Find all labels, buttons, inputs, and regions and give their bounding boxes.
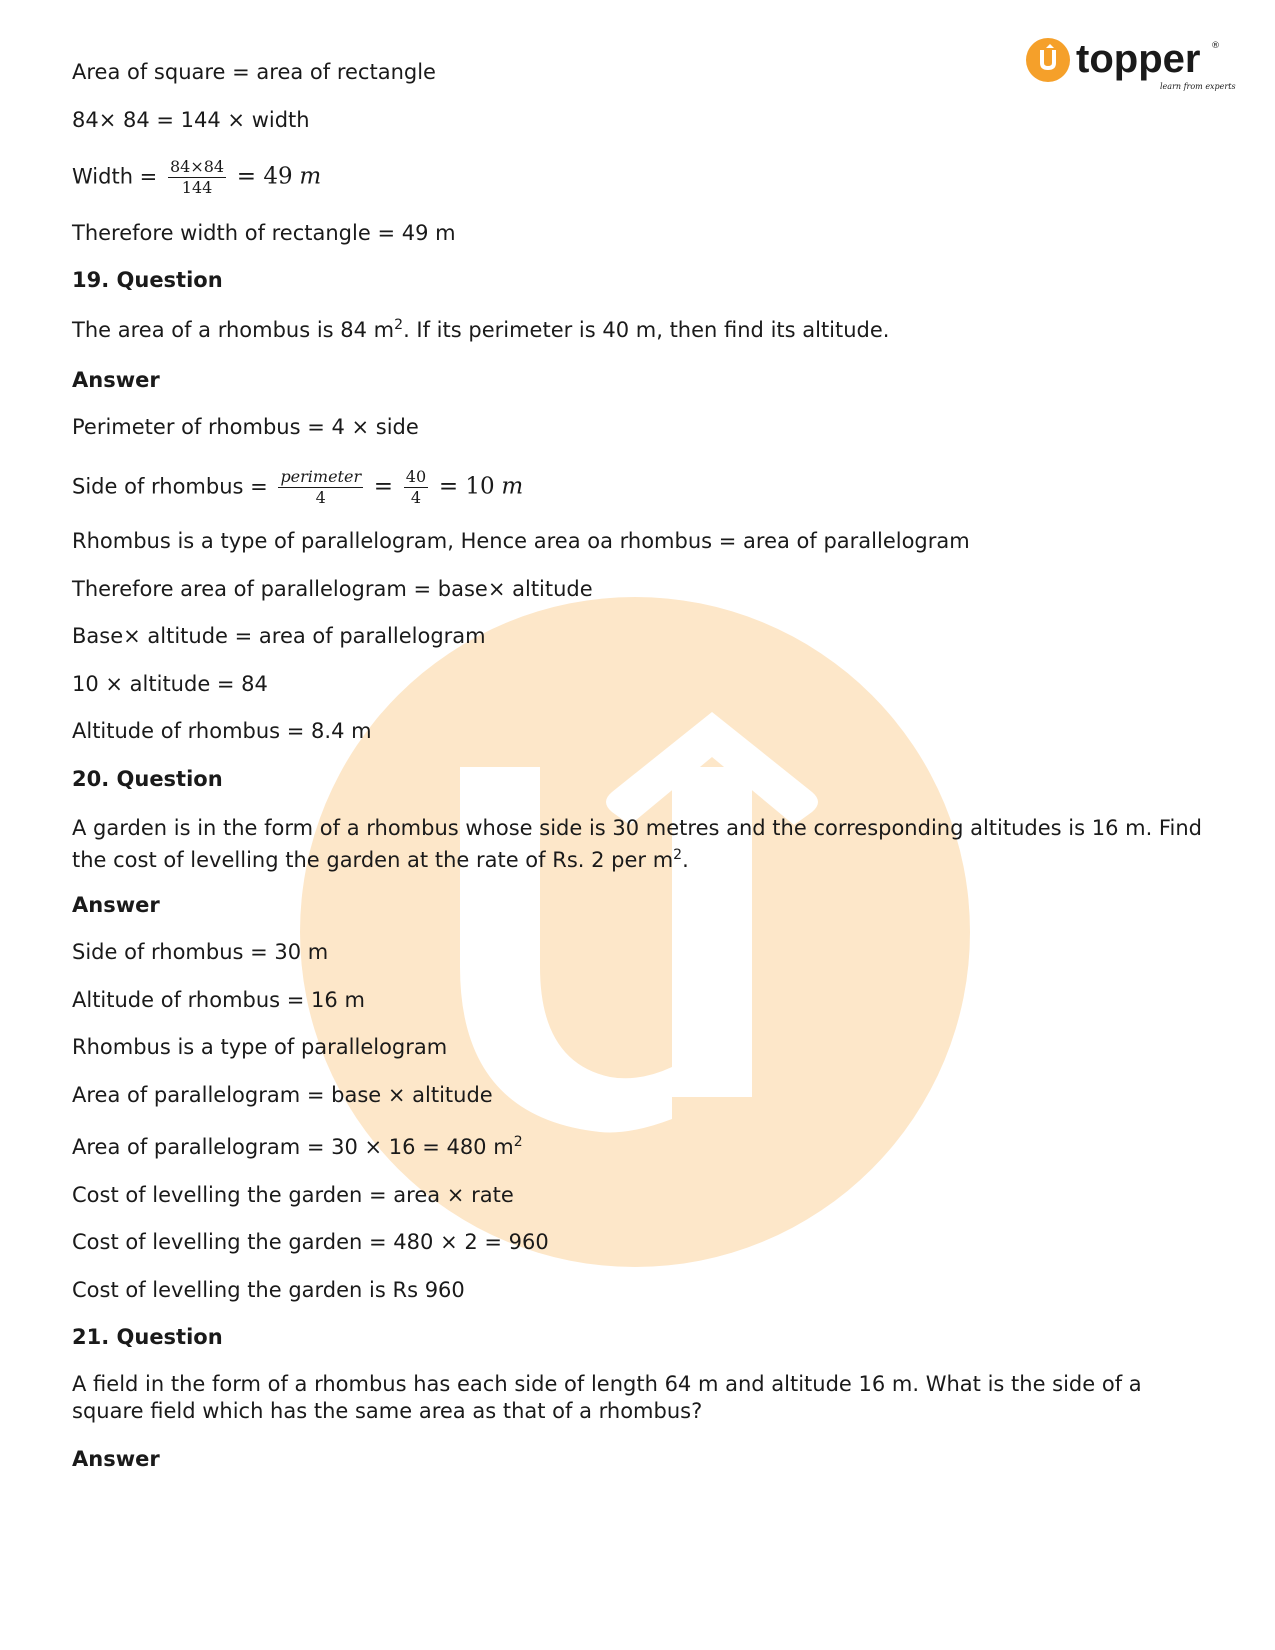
fraction xyxy=(404,467,428,508)
text-line: Cost of levelling the garden = area × rate xyxy=(72,1183,514,1207)
topper-logo xyxy=(1025,36,1236,96)
question-heading: 20. Question xyxy=(72,767,223,791)
text-line: Cost of levelling the garden = 480 × 2 = 960 xyxy=(72,1230,549,1254)
question-text: A field in the form of a rhombus has each side of length 64 m and altitude 16 m. What is the side of a square field which has the same area as that of a rhombus? xyxy=(72,1372,1142,1423)
question-text-part: . xyxy=(682,848,689,872)
fraction-denominator: 144 xyxy=(181,178,213,197)
question-text-part: . If its perimeter is 40 m, then find its altitude. xyxy=(403,318,890,342)
logo-text: topper xyxy=(1076,37,1201,81)
equals-sign: = xyxy=(373,473,394,500)
text-line xyxy=(72,1133,523,1161)
equation-unit: m xyxy=(299,163,322,190)
text-line: Area of parallelogram = base × altitude xyxy=(72,1083,493,1107)
equation-unit: m xyxy=(501,473,524,500)
equation-width xyxy=(72,157,321,198)
text-line: Therefore width of rectangle = 49 m xyxy=(72,221,456,245)
fraction-numerator: 40 xyxy=(405,467,427,486)
superscript: 2 xyxy=(394,317,404,333)
superscript: 2 xyxy=(513,1134,523,1150)
watermark-logo xyxy=(300,597,970,1267)
answer-heading: Answer xyxy=(72,893,160,917)
logo-tagline: learn from experts xyxy=(1160,82,1236,91)
logo-circle-icon xyxy=(1026,38,1070,82)
text-line: Cost of levelling the garden is Rs 960 xyxy=(72,1278,465,1302)
text-line: Altitude of rhombus = 8.4 m xyxy=(72,719,372,743)
equation-result: = 49 xyxy=(236,163,293,190)
question-heading: 21. Question xyxy=(72,1325,223,1349)
text-line: Side of rhombus = 30 m xyxy=(72,940,329,964)
fraction-denominator: 4 xyxy=(315,488,326,507)
text-line: Altitude of rhombus = 16 m xyxy=(72,988,365,1012)
text-part: Area of parallelogram = 30 × 16 = 480 m xyxy=(72,1135,514,1159)
logo-registered: ® xyxy=(1211,41,1220,51)
text-line: 84× 84 = 144 × width xyxy=(72,108,310,132)
fraction xyxy=(168,157,226,198)
equation-result: = 10 xyxy=(438,473,495,500)
question-text-part: The area of a rhombus is 84 m xyxy=(72,318,395,342)
text-line: Rhombus is a type of parallelogram xyxy=(72,1035,448,1059)
superscript: 2 xyxy=(673,847,683,863)
question-text-part: A garden is in the form of a rhombus whose side is 30 metres and the corresponding altitudes is 16 m. Find the cost of levelling the garden at the rate of Rs. 2 per m xyxy=(72,816,1202,872)
fraction-numerator: 84×84 xyxy=(169,157,225,176)
answer-heading: Answer xyxy=(72,368,160,392)
equation-label: Width = xyxy=(72,164,158,189)
question-text xyxy=(72,316,890,344)
question-text xyxy=(72,812,1202,876)
fraction-denominator: 4 xyxy=(410,488,422,507)
fraction xyxy=(278,467,363,508)
text-line: Therefore area of parallelogram = base× altitude xyxy=(72,577,593,601)
text-line: Perimeter of rhombus = 4 × side xyxy=(72,415,419,439)
equation-side xyxy=(72,467,523,508)
text-line: Base× altitude = area of parallelogram xyxy=(72,624,486,648)
equation-label: Side of rhombus = xyxy=(72,474,268,499)
answer-heading: Answer xyxy=(72,1447,160,1471)
text-line: Rhombus is a type of parallelogram, Hence area oa rhombus = area of parallelogram xyxy=(72,529,970,553)
text-line: Area of square = area of rectangle xyxy=(72,60,436,84)
question-heading: 19. Question xyxy=(72,268,223,292)
text-line: 10 × altitude = 84 xyxy=(72,672,268,696)
topper-logo-mark xyxy=(1025,36,1236,96)
watermark-circle xyxy=(300,597,970,1267)
fraction-numerator: perimeter xyxy=(280,467,362,486)
